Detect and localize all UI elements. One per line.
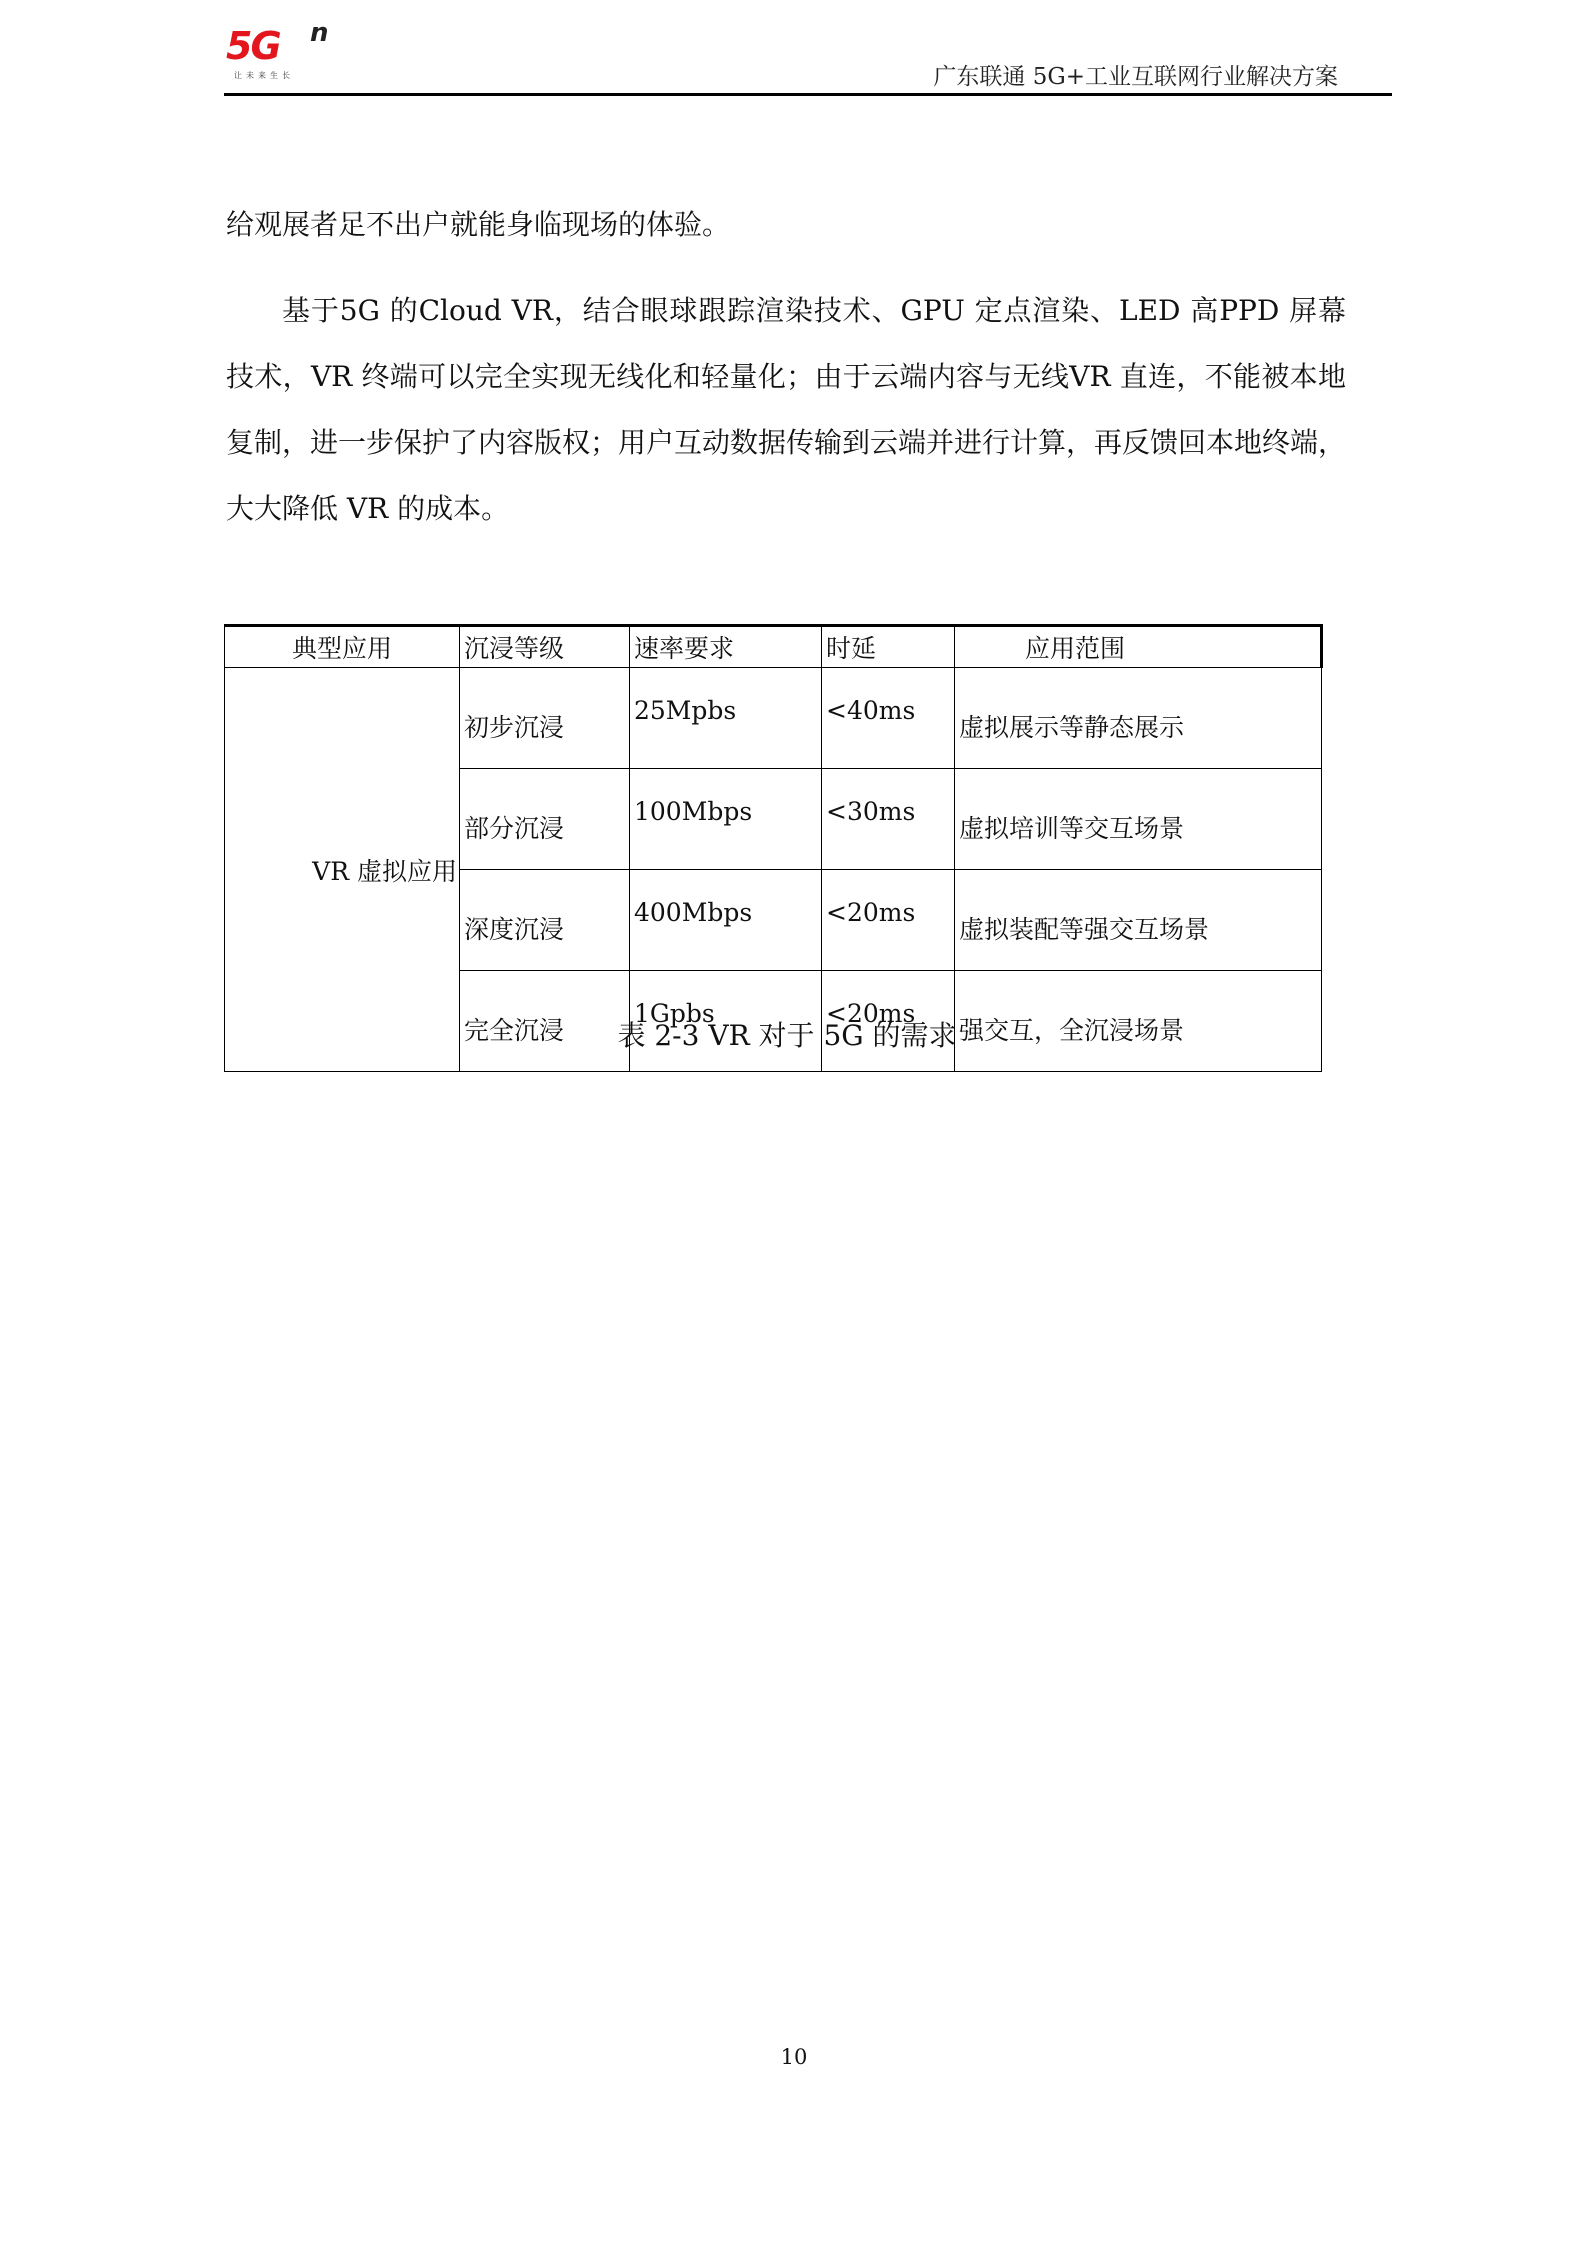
logo-superscript: n: [310, 18, 329, 48]
body-paragraph: 基于5G 的Cloud VR，结合眼球跟踪渲染技术、GPU 定点渲染、LED 高PPD 屏幕技术，VR 终端可以完全实现无线化和轻量化；由于云端内容与无线VR 直连，不能被本地复制，进一步保护了内容版权；用户互动数据传输到云端并进行计算，再反馈回本地终端，大大降低 VR 的成本。: [226, 294, 1347, 525]
body-paragraph: 给观展者足不出户就能身临现场的体验。: [226, 208, 731, 241]
header-divider: [224, 93, 1392, 96]
cell-latency: <20ms: [822, 870, 955, 971]
page-number: 10: [780, 2045, 808, 2069]
cell-level: 部分沉浸: [460, 769, 630, 870]
cell-latency: <40ms: [822, 668, 955, 769]
header-latency: 时延: [822, 626, 955, 668]
logo-tagline: 让未来生长: [234, 71, 294, 80]
cell-level: 初步沉浸: [460, 668, 630, 769]
cell-scope: 虚拟展示等静态展示: [955, 668, 1322, 769]
cell-rate: 1Gpbs: [630, 971, 822, 1072]
header-typical-app: 典型应用: [225, 626, 460, 668]
logo-mark: 5G: [226, 24, 280, 68]
cell-scope: 虚拟装配等强交互场景: [955, 870, 1322, 971]
header-immersion-level: 沉浸等级: [460, 626, 630, 668]
table-row: [225, 668, 1322, 769]
vr-requirements-table: [224, 624, 1323, 1072]
cell-latency: <30ms: [822, 769, 955, 870]
table-header-row: [225, 626, 1322, 668]
table-caption: 表 2-3 VR 对于 5G 的需求: [617, 1019, 957, 1052]
cell-scope: 虚拟培训等交互场景: [955, 769, 1322, 870]
cell-rate: 25Mpbs: [630, 668, 822, 769]
cell-typical-app: VR 虚拟应用: [225, 668, 460, 1072]
header-scope: 应用范围: [955, 626, 1322, 668]
cell-latency: <20ms: [822, 971, 955, 1072]
cell-level: 完全沉浸: [460, 971, 630, 1072]
company-logo: [226, 18, 346, 86]
document-header-title: 广东联通 5G+工业互联网行业解决方案: [933, 64, 1338, 90]
cell-rate: 400Mbps: [630, 870, 822, 971]
cell-scope: 强交互，全沉浸场景: [955, 971, 1322, 1072]
header-rate: 速率要求: [630, 626, 822, 668]
cell-rate: 100Mbps: [630, 769, 822, 870]
cell-level: 深度沉浸: [460, 870, 630, 971]
